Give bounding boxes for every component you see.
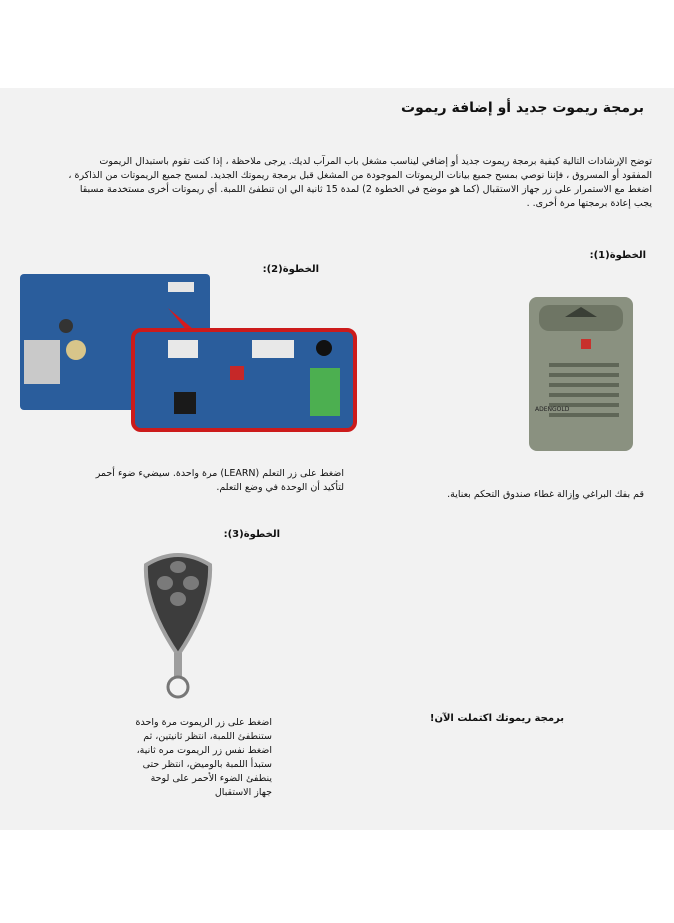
circuit-board-image (18, 268, 358, 436)
chip (174, 392, 196, 414)
control-box-brand: ADENGOLD (535, 406, 570, 413)
zoom-connector (168, 340, 198, 358)
step3-caption-line: ستبدأ اللمبة بالوميض، انتظر حتى (142, 759, 272, 770)
step2-caption-line: لتأكيد أن الوحدة في وضع التعلم. (216, 482, 344, 493)
step1-caption: قم بفك البراغي وإزالة غطاء صندوق التحكم بعناية. (447, 489, 644, 500)
intro-paragraph (32, 155, 652, 211)
intro-line: المفقود أو المسروق ، فإننا نوصي بمسح جميع بيانات الريموتات الموجودة من المشغل قبل برمجة ريموتك الجديد. لمسح جميع الريموتات من الذاكرة ، (68, 170, 652, 181)
step3-caption-line: جهاز الاستقبال (214, 787, 272, 798)
key-ring (168, 677, 188, 697)
control-box-indicator (581, 339, 591, 349)
remote-button-bottom (170, 592, 186, 606)
buzzer (66, 340, 86, 360)
step3-caption-line: اضغط نفس زر الريموت مره ثانية، (136, 745, 272, 756)
completion-message: برمجة ريموتك اكتملت الآن! (429, 713, 564, 724)
remote-button-top (170, 561, 186, 573)
terminal-block (310, 368, 340, 416)
step2-caption (96, 467, 344, 495)
transformer (24, 340, 60, 384)
step1-label: الخطوة(1): (589, 250, 646, 261)
step3-caption-line: ينطفئ الضوء الأحمر على لوحة (150, 773, 272, 784)
zoom-connector-2 (252, 340, 294, 358)
page-title: برمجة ريموت جديد أو إضافة ريموت (401, 100, 644, 116)
zoom-capacitor (316, 340, 332, 356)
step3-caption (136, 716, 272, 800)
capacitor (59, 319, 73, 333)
remote-control-image (138, 545, 218, 705)
intro-line: يجب إعادة برمجتها مرة أخرى. . (526, 198, 652, 209)
remote-button-left (157, 576, 173, 590)
remote-button-right (183, 576, 199, 590)
step3-label: الخطوة(3): (223, 529, 280, 540)
step2-caption-line: اضغط على زر التعلم (LEARN) مرة واحدة. سيضيء ضوء أحمر (95, 468, 344, 479)
remote-stem (174, 653, 182, 677)
step2-label: الخطوة(2): (262, 264, 319, 275)
learn-button (230, 366, 244, 380)
intro-line: اضغط مع الاستمرار على زر جهاز الاستقبال (كما هو موضح في الخطوة 2) لمدة 15 ثانية الي ان تنطفئ اللمبة. أي ريموتات أخرى مستخدمة مسبقا (79, 184, 652, 195)
intro-line: توضح الإرشادات التالية كيفية برمجة ريموت جديد أو إضافي ليناسب مشغل باب المرآب لديك. يرجى ملاحظة ، إذا كنت تقوم باستبدال الريموت (99, 156, 652, 167)
step3-caption-line: اضغط على زر الريموت مرة واحدة (135, 717, 272, 728)
board-connector (168, 282, 194, 292)
step3-caption-line: ستنطفئ اللمبة، انتظر ثانيتين، ثم (143, 731, 272, 742)
control-box-image (525, 295, 637, 455)
